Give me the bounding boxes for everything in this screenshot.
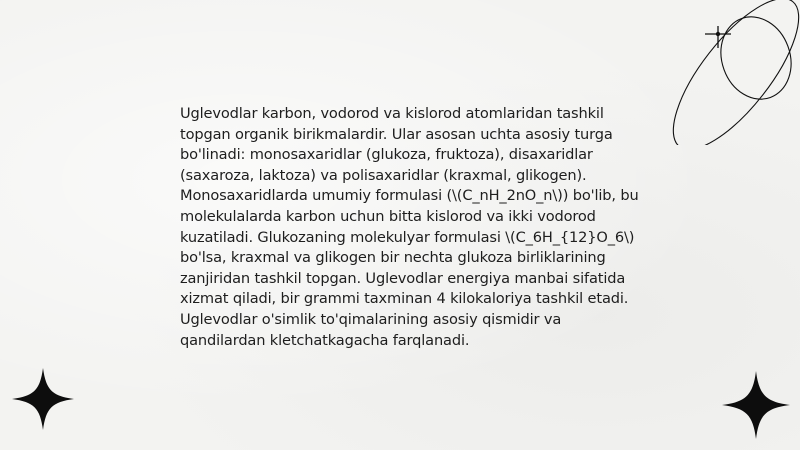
slide-body-text: Uglevodlar karbon, vodorod va kislorod atomlaridan tashkil topgan organik birikmalardir. Ular asosan uchta asosiy turga bo'linadi: monosaxaridlar (glukoza, fruktoza), disaxaridlar (saxaroza, laktoza) va polisaxaridlar (kraxmal, glikogen). Monosaxaridlarda umumiy formulasi (\(C_nH_2nO_n\)) bo'lib, bu molekulalarda karbon uchun bitta kislorod va ikki vodorod kuzatiladi. Glukozaning molekulyar formulasi \(C_6H_{12}O_6\) bo'lsa, kraxmal va glikogen bir nechta glukoza birliklarining zanjiridan tashkil topgan. Uglevodlar energiya manbai sifatida xizmat qiladi, bir grammi taxminan 4 kilokaloriya tashkil etadi. Uglevodlar o'simlik to'qimalarining asosiy qismidir va qandilardan kletchatkagacha farqlanadi. xyxy=(180,105,639,349)
four-point-star-icon xyxy=(12,368,74,430)
orbit-rings-icon xyxy=(670,0,800,145)
four-point-star-icon xyxy=(722,371,790,439)
